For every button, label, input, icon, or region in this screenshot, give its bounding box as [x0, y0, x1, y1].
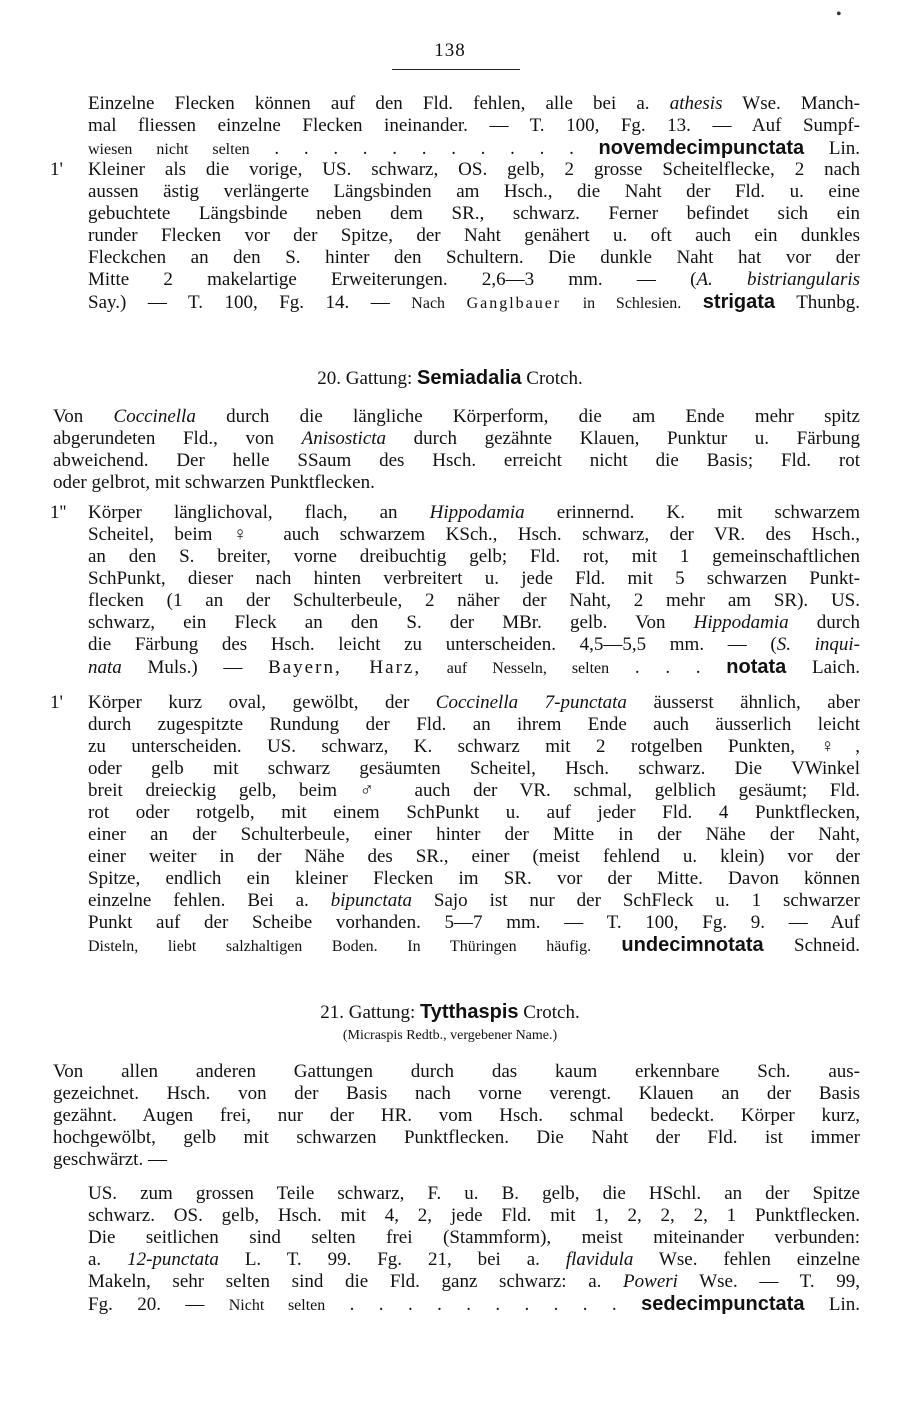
- text-line: durch zugespitzte Rundung der Fld. an ihrem Ende auch äusserlich leicht: [88, 714, 860, 735]
- text-line: rot oder rotgelb, mit einem SchPunkt u. auf jeder Fld. 4 Punktflecken,: [88, 802, 860, 823]
- text-line: Die seitlichen sind selten frei (Stammform), meist miteinander verbunden:: [88, 1227, 860, 1248]
- text-line: einzelne fehlen. Bei a. bipunctata Sajo ist nur der SchFleck u. 1 schwarzer: [88, 890, 860, 911]
- text-line: Mitte 2 makelartige Erweiterungen. 2,6—3 mm. — (A. bistriangularis: [88, 269, 861, 290]
- key-number-p5: 1': [50, 692, 63, 713]
- text-line: Punkt auf der Scheibe vorhanden. 5—7 mm. — T. 100, Fg. 9. — Auf: [88, 912, 860, 933]
- genus-heading-21: [0, 1001, 900, 1024]
- text-line: oder gelbrot, mit schwarzen Punktflecken.: [53, 472, 375, 493]
- genus-name: Semiadalia: [417, 367, 522, 389]
- text-line: runder Flecken vor der Spitze, der Naht genähert u. oft auch ein dunkles: [88, 225, 860, 246]
- text-line: an den S. breiter, vorne dreibuchtig gelb; Fld. rot, mit 1 gemeinschaftlichen: [88, 546, 860, 567]
- text-line: US. zum grossen Teile schwarz, F. u. B. gelb, die HSchl. an der Spitze: [88, 1183, 860, 1204]
- text-line: hochgewölbt, gelb mit schwarzen Punktflecken. Die Naht der Fld. ist immer: [53, 1127, 860, 1148]
- key-number-p4: 1'': [50, 502, 67, 523]
- text-line: aussen ästig verlängerte Längsbinden am Hsch., die Naht der Fld. u. eine: [88, 181, 860, 202]
- text-line: SchPunkt, dieser nach hinten verbreitert u. jede Fld. mit 5 schwarzen Punkt-: [88, 568, 860, 589]
- paragraph-p4: [88, 502, 860, 680]
- speck-mark: •: [836, 6, 842, 23]
- paragraph-p6: [53, 1061, 860, 1171]
- text-line: Scheitel, beim ♀ auch schwarzem KSch., Hsch. schwarz, der VR. des Hsch.,: [88, 524, 860, 545]
- text-line: abweichend. Der helle SSaum des Hsch. erreicht nicht die Basis; Fld. rot: [53, 450, 860, 471]
- text-line: Fg. 20. — Nicht selten . . . . . . . . . . sedecimpunctata Lin.: [88, 1293, 860, 1315]
- text-line: gezähnt. Augen frei, nur der HR. vom Hsch. schmal bedeckt. Körper kurz,: [53, 1105, 860, 1126]
- heading-label: Gattung:: [348, 1002, 416, 1023]
- text-line: Say.) — T. 100, Fg. 14. — Nach Ganglbauer in Schlesien. strigata Thunbg.: [88, 291, 861, 313]
- key-number-p2: 1': [50, 159, 63, 180]
- text-line: breit dreieckig gelb, beim ♂ auch der VR. schmal, gelblich gesäumt; Fld.: [88, 780, 860, 801]
- paragraph-p5: [88, 692, 860, 958]
- heading-label: Gattung:: [345, 368, 413, 389]
- text-line: einer weiter in der Nähe des SR., einer (meist fehlend u. klein) vor der: [88, 846, 860, 867]
- text-line: flecken (1 an der Schulterbeule, 2 näher der Naht, 2 mehr am SR). US.: [88, 590, 860, 611]
- text-line: gezeichnet. Hsch. von der Basis nach vorne verengt. Klauen an der Basis: [53, 1083, 860, 1104]
- text-line: Fleckchen an den S. hinter den Schultern. Die dunkle Naht hat vor der: [88, 247, 860, 268]
- text-line: Disteln, liebt salzhaltigen Boden. In Thüringen häufig. undecimnotata Schneid.: [88, 934, 860, 956]
- text-line: mal fliessen einzelne Flecken ineinander. — T. 100, Fg. 13. — Auf Sumpf-: [88, 115, 860, 136]
- text-line: die Färbung des Hsch. leicht zu unterscheiden. 4,5—5,5 mm. — (S. inqui-: [88, 634, 860, 655]
- page-number: 138: [434, 40, 466, 61]
- genus-author: Crotch.: [526, 368, 583, 389]
- page-number-rule: [392, 69, 520, 70]
- paragraph-p3: [53, 406, 860, 494]
- text-line: Von allen anderen Gattungen durch das kaum erkennbare Sch. aus-: [53, 1061, 860, 1082]
- text-line: Einzelne Flecken können auf den Fld. fehlen, alle bei a. athesis Wse. Manch-: [88, 93, 860, 114]
- paragraph-p2: [88, 159, 860, 315]
- heading-number: 20.: [317, 368, 341, 389]
- text-line: Körper länglichoval, flach, an Hippodamia erinnernd. K. mit schwarzem: [88, 502, 860, 523]
- text-line: Körper kurz oval, gewölbt, der Coccinella 7-punctata äusserst ähnlich, aber: [88, 692, 860, 713]
- paragraph-p7: [88, 1183, 860, 1317]
- genus-heading-20: [0, 367, 900, 390]
- text-line: schwarz, ein Fleck an den S. der MBr. gelb. Von Hippodamia durch: [88, 612, 860, 633]
- text-line: gebuchtete Längsbinde neben dem SR., schwarz. Ferner befindet sich ein: [88, 203, 860, 224]
- genus-synonym-note: (Micraspis Redtb., vergebener Name.): [342, 1028, 558, 1043]
- text-line: wiesen nicht selten . . . . . . . . . . . novemdecimpunctata Lin.: [88, 137, 861, 159]
- text-line: Spitze, endlich ein kleiner Flecken im SR. vor der Mitte. Davon können: [88, 868, 860, 889]
- text-line: einer an der Schulterbeule, einer hinter der Mitte in der Nähe der Naht,: [88, 824, 860, 845]
- text-line: Kleiner als die vorige, US. schwarz, OS. gelb, 2 grosse Scheitelflecke, 2 nach: [88, 159, 860, 180]
- text-line: Von Coccinella durch die längliche Körperform, die am Ende mehr spitz: [53, 406, 860, 427]
- text-line: geschwärzt. —: [53, 1149, 167, 1170]
- text-line: abgerundeten Fld., von Anisosticta durch gezähnte Klauen, Punktur u. Färbung: [53, 428, 860, 449]
- text-line: Makeln, sehr selten sind die Fld. ganz schwarz: a. Poweri Wse. — T. 99,: [88, 1271, 861, 1292]
- genus-name: Tytthaspis: [419, 1001, 519, 1023]
- text-line: a. 12-punctata L. T. 99. Fg. 21, bei a. flavidula Wse. fehlen einzelne: [88, 1249, 861, 1270]
- heading-number: 21.: [320, 1002, 344, 1023]
- text-line: schwarz. OS. gelb, Hsch. mit 4, 2, jede Fld. mit 1, 2, 2, 2, 1 Punktflecken.: [88, 1205, 860, 1226]
- text-line: oder gelb mit schwarz gesäumten Scheitel, Hsch. schwarz. Die VWinkel: [88, 758, 860, 779]
- genus-author: Crotch.: [523, 1002, 580, 1023]
- text-line: nata Muls.) — Bayern, Harz, auf Nesseln, selten . . . notata Laich.: [88, 656, 860, 678]
- paragraph-p1: [88, 93, 860, 161]
- text-line: zu unterscheiden. US. schwarz, K. schwarz mit 2 rotgelben Punkten, ♀,: [88, 736, 860, 757]
